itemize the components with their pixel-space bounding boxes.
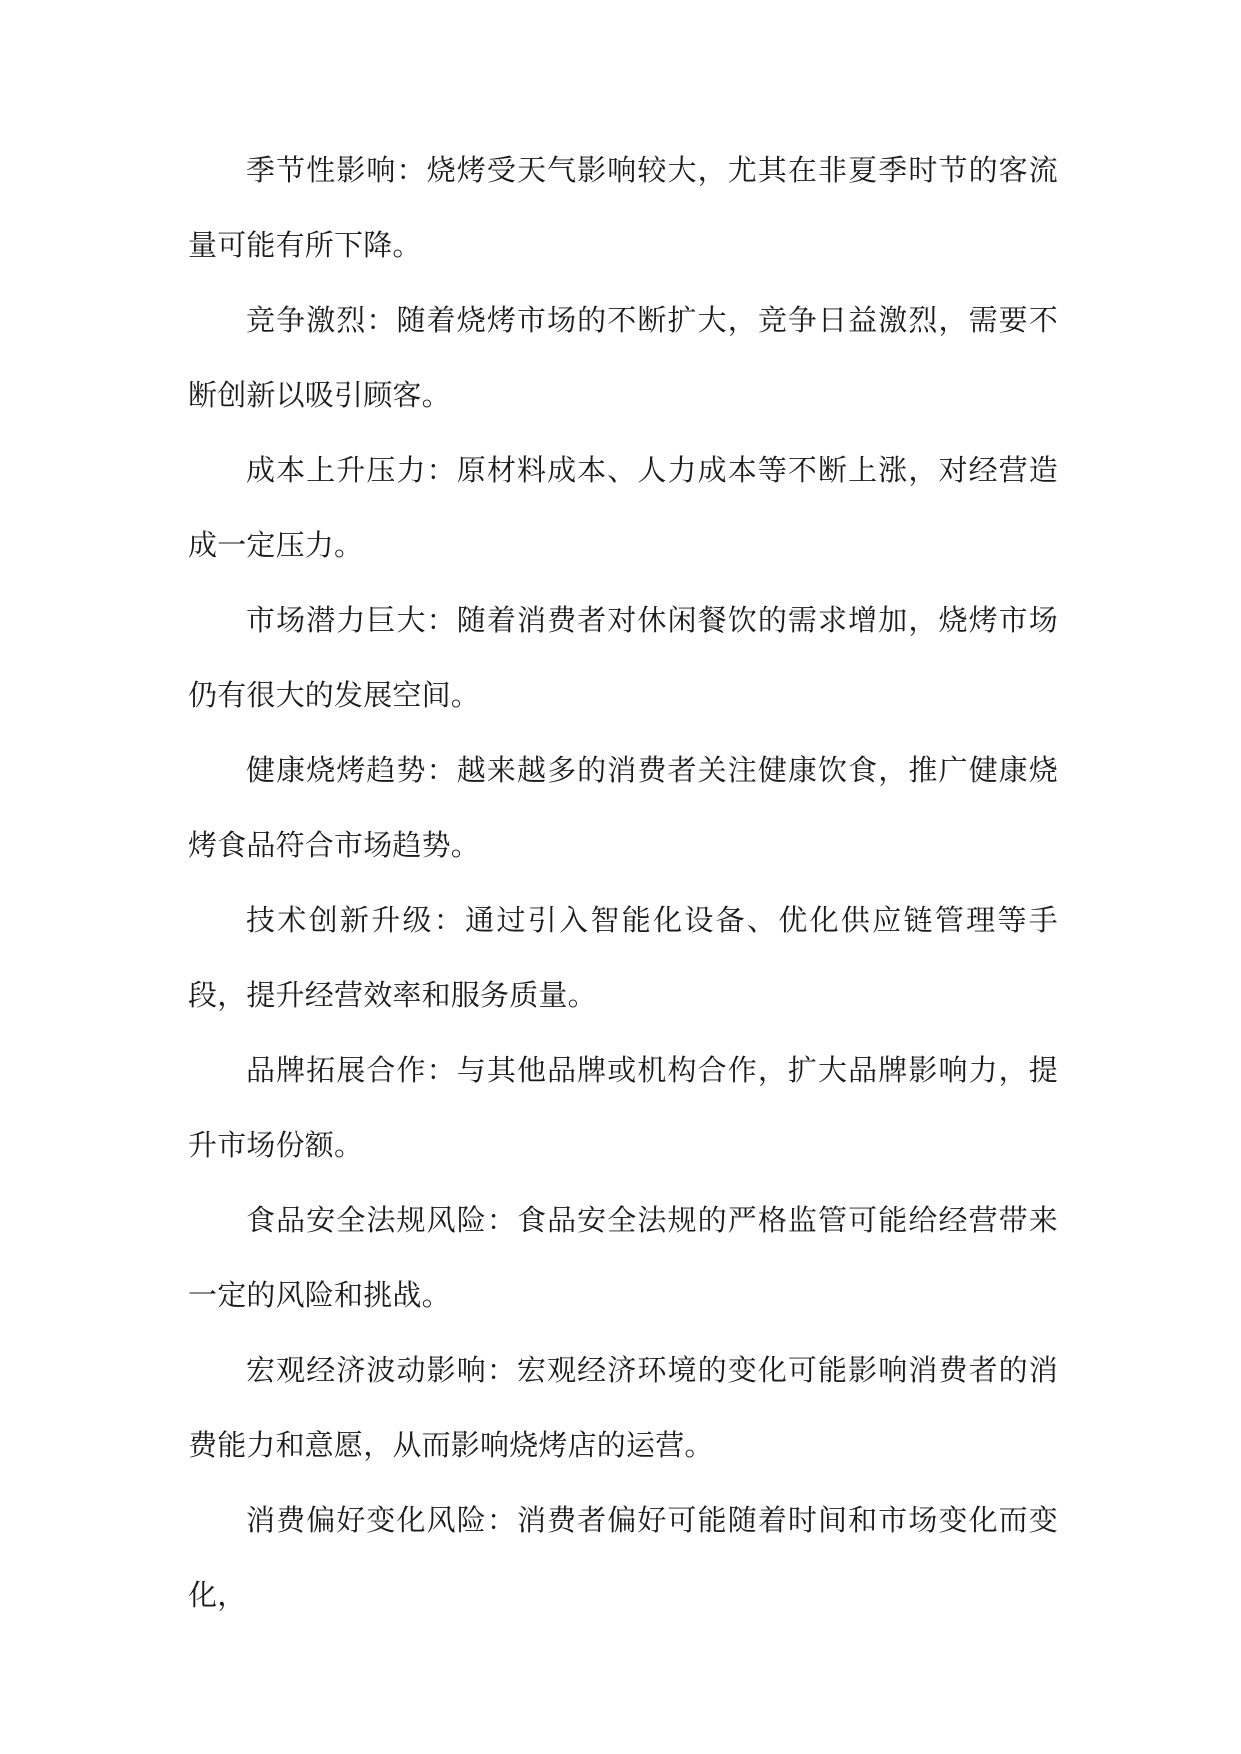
- document-body: [188, 133, 1058, 1633]
- paragraph-brand-cooperation: 品牌拓展合作：与其他品牌或机构合作，扩大品牌影响力，提升市场份额。: [188, 1053, 1058, 1162]
- paragraph-fierce-competition: 竞争激烈：随着烧烤市场的不断扩大，竞争日益激烈，需要不断创新以吸引顾客。: [188, 303, 1058, 412]
- paragraph-rising-cost-pressure: 成本上升压力：原材料成本、人力成本等不断上涨，对经营造成一定压力。: [188, 453, 1058, 562]
- paragraph-seasonal-impact: 季节性影响：烧烤受天气影响较大，尤其在非夏季时节的客流量可能有所下降。: [188, 153, 1058, 262]
- paragraph-market-potential: 市场潜力巨大：随着消费者对休闲餐饮的需求增加，烧烤市场仍有很大的发展空间。: [188, 603, 1058, 712]
- paragraph-consumer-preference-risk: 消费偏好变化风险：消费者偏好可能随着时间和市场变化而变化，: [188, 1503, 1058, 1612]
- paragraph-macroeconomic-impact: 宏观经济波动影响：宏观经济环境的变化可能影响消费者的消费能力和意愿，从而影响烧烤店的运营。: [188, 1353, 1058, 1462]
- paragraph-food-safety-risk: 食品安全法规风险：食品安全法规的严格监管可能给经营带来一定的风险和挑战。: [188, 1203, 1058, 1312]
- paragraph-healthy-bbq-trend: 健康烧烤趋势：越来越多的消费者关注健康饮食，推广健康烧烤食品符合市场趋势。: [188, 753, 1058, 862]
- paragraph-tech-innovation: 技术创新升级：通过引入智能化设备、优化供应链管理等手段，提升经营效率和服务质量。: [188, 903, 1058, 1012]
